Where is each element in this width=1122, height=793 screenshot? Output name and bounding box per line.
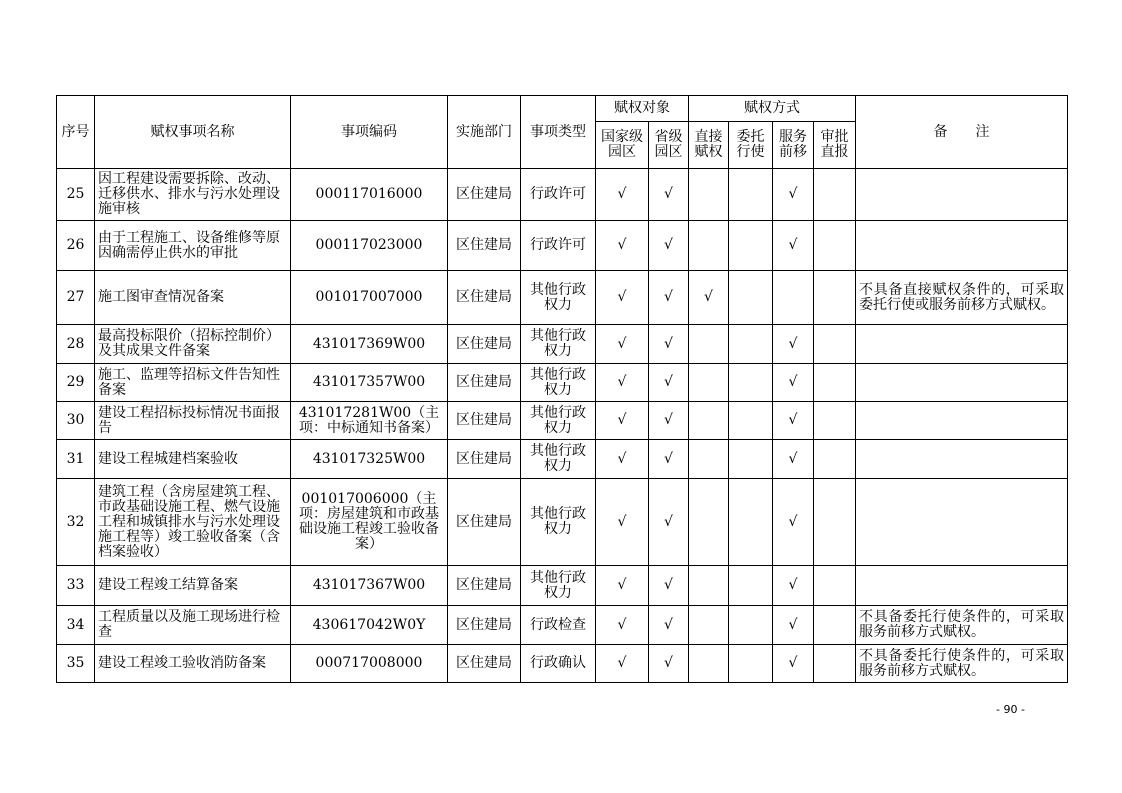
- row-seq: 34: [57, 606, 95, 645]
- row-remark: 不具备委托行使条件的，可采取服务前移方式赋权。: [856, 606, 1068, 645]
- header-method-service: 服务前移: [773, 122, 814, 169]
- row-dept: 区住建局: [448, 364, 521, 402]
- row-method-entrust: [729, 440, 773, 479]
- row-method-service: √: [773, 364, 814, 402]
- row-target-provincial: √: [649, 606, 689, 645]
- row-type: 其他行政权力: [521, 364, 596, 402]
- row-seq: 32: [57, 479, 95, 566]
- row-name: 最高投标限价（招标控制价）及其成果文件备案: [95, 325, 291, 364]
- row-target-national: √: [596, 325, 649, 364]
- row-name: 施工、监理等招标文件告知性备案: [95, 364, 291, 402]
- table-row: [57, 606, 1068, 645]
- row-target-provincial: √: [649, 645, 689, 683]
- row-seq: 35: [57, 645, 95, 683]
- row-method-direct: [689, 479, 729, 566]
- row-method-direct: [689, 169, 729, 221]
- row-code: 000717008000: [291, 645, 448, 683]
- row-dept: 区住建局: [448, 402, 521, 440]
- row-type: 行政确认: [521, 645, 596, 683]
- row-method-direct: [689, 364, 729, 402]
- row-target-national: √: [596, 606, 649, 645]
- header-method-report: 审批直报: [814, 122, 856, 169]
- table-row: [57, 325, 1068, 364]
- row-target-provincial: √: [649, 566, 689, 606]
- row-target-provincial: √: [649, 221, 689, 271]
- table-row: [57, 566, 1068, 606]
- row-name: 工程质量以及施工现场进行检查: [95, 606, 291, 645]
- row-name: 因工程建设需要拆除、改动、迁移供水、排水与污水处理设施审核: [95, 169, 291, 221]
- row-method-service: √: [773, 325, 814, 364]
- row-dept: 区住建局: [448, 221, 521, 271]
- row-name: 建设工程竣工结算备案: [95, 566, 291, 606]
- row-method-entrust: [729, 271, 773, 325]
- row-name: 建筑工程（含房屋建筑工程、市政基础设施工程、燃气设施工程和城镇排水与污水处理设施工程等）竣工验收备案（含档案验收）: [95, 479, 291, 566]
- row-dept: 区住建局: [448, 479, 521, 566]
- row-method-report: [814, 402, 856, 440]
- row-method-direct: [689, 440, 729, 479]
- row-code: 000117023000: [291, 221, 448, 271]
- row-code: 431017357W00: [291, 364, 448, 402]
- page-number: - 90 -: [996, 703, 1025, 716]
- row-dept: 区住建局: [448, 645, 521, 683]
- header-seq: 序号: [57, 96, 95, 169]
- row-type: 其他行政权力: [521, 402, 596, 440]
- row-dept: 区住建局: [448, 271, 521, 325]
- row-code: 001017007000: [291, 271, 448, 325]
- row-seq: 25: [57, 169, 95, 221]
- row-remark: [856, 169, 1068, 221]
- row-method-report: [814, 221, 856, 271]
- table-body: [57, 169, 1068, 683]
- row-method-report: [814, 364, 856, 402]
- row-type: 行政许可: [521, 169, 596, 221]
- header-target-group: 赋权对象: [596, 96, 689, 122]
- row-type: 其他行政权力: [521, 479, 596, 566]
- row-dept: 区住建局: [448, 440, 521, 479]
- row-method-service: √: [773, 479, 814, 566]
- row-seq: 30: [57, 402, 95, 440]
- header-code: 事项编码: [291, 96, 448, 169]
- row-target-provincial: √: [649, 325, 689, 364]
- row-method-direct: √: [689, 271, 729, 325]
- header-method-direct: 直接赋权: [689, 122, 729, 169]
- row-remark: [856, 479, 1068, 566]
- row-remark: 不具备委托行使条件的，可采取服务前移方式赋权。: [856, 645, 1068, 683]
- row-method-entrust: [729, 402, 773, 440]
- header-method-entrust: 委托行使: [729, 122, 773, 169]
- row-remark: [856, 325, 1068, 364]
- row-seq: 28: [57, 325, 95, 364]
- row-method-report: [814, 169, 856, 221]
- row-target-provincial: √: [649, 479, 689, 566]
- row-method-report: [814, 479, 856, 566]
- row-method-direct: [689, 606, 729, 645]
- row-method-direct: [689, 221, 729, 271]
- row-method-service: √: [773, 169, 814, 221]
- row-method-report: [814, 271, 856, 325]
- row-method-entrust: [729, 169, 773, 221]
- row-code: 430617042W0Y: [291, 606, 448, 645]
- row-target-provincial: √: [649, 440, 689, 479]
- row-remark: [856, 402, 1068, 440]
- row-type: 其他行政权力: [521, 566, 596, 606]
- row-seq: 29: [57, 364, 95, 402]
- row-code: 431017369W00: [291, 325, 448, 364]
- row-method-report: [814, 645, 856, 683]
- row-method-entrust: [729, 566, 773, 606]
- row-method-report: [814, 440, 856, 479]
- row-target-national: √: [596, 566, 649, 606]
- row-method-report: [814, 566, 856, 606]
- row-seq: 31: [57, 440, 95, 479]
- row-name: 建设工程城建档案验收: [95, 440, 291, 479]
- row-method-direct: [689, 402, 729, 440]
- row-method-direct: [689, 325, 729, 364]
- row-method-service: √: [773, 440, 814, 479]
- header-dept: 实施部门: [448, 96, 521, 169]
- row-method-service: √: [773, 402, 814, 440]
- row-target-provincial: √: [649, 271, 689, 325]
- row-target-national: √: [596, 645, 649, 683]
- row-target-national: √: [596, 440, 649, 479]
- row-code: 431017281W00（主项：中标通知书备案）: [291, 402, 448, 440]
- row-dept: 区住建局: [448, 325, 521, 364]
- row-target-national: √: [596, 402, 649, 440]
- row-method-entrust: [729, 364, 773, 402]
- table-row: [57, 169, 1068, 221]
- row-type: 其他行政权力: [521, 325, 596, 364]
- row-target-provincial: √: [649, 364, 689, 402]
- table-row: [57, 440, 1068, 479]
- row-type: 行政检查: [521, 606, 596, 645]
- row-dept: 区住建局: [448, 169, 521, 221]
- row-target-national: √: [596, 169, 649, 221]
- row-method-direct: [689, 566, 729, 606]
- row-method-entrust: [729, 645, 773, 683]
- row-method-service: [773, 271, 814, 325]
- row-remark: [856, 364, 1068, 402]
- row-dept: 区住建局: [448, 606, 521, 645]
- row-method-service: √: [773, 566, 814, 606]
- row-dept: 区住建局: [448, 566, 521, 606]
- row-code: 000117016000: [291, 169, 448, 221]
- row-name: 施工图审查情况备案: [95, 271, 291, 325]
- row-target-provincial: √: [649, 402, 689, 440]
- header-remark: 备 注: [856, 96, 1068, 169]
- authorization-table: [56, 95, 1068, 683]
- row-method-direct: [689, 645, 729, 683]
- row-target-national: √: [596, 271, 649, 325]
- row-type: 行政许可: [521, 221, 596, 271]
- row-target-national: √: [596, 221, 649, 271]
- row-method-report: [814, 606, 856, 645]
- header-type: 事项类型: [521, 96, 596, 169]
- header-target-national: 国家级园区: [596, 122, 649, 169]
- row-remark: [856, 566, 1068, 606]
- row-method-entrust: [729, 606, 773, 645]
- row-code: 431017325W00: [291, 440, 448, 479]
- row-seq: 27: [57, 271, 95, 325]
- row-seq: 33: [57, 566, 95, 606]
- row-remark: [856, 221, 1068, 271]
- row-target-national: √: [596, 364, 649, 402]
- row-name: 建设工程招标投标情况书面报告: [95, 402, 291, 440]
- row-method-report: [814, 325, 856, 364]
- table-row: [57, 364, 1068, 402]
- table-row: [57, 221, 1068, 271]
- header-name: 赋权事项名称: [95, 96, 291, 169]
- row-method-entrust: [729, 221, 773, 271]
- row-code: 001017006000（主项：房屋建筑和市政基础设施工程竣工验收备案）: [291, 479, 448, 566]
- row-method-service: √: [773, 645, 814, 683]
- row-name: 建设工程竣工验收消防备案: [95, 645, 291, 683]
- header-method-group: 赋权方式: [689, 96, 856, 122]
- header-target-provincial: 省级园区: [649, 122, 689, 169]
- row-method-service: √: [773, 606, 814, 645]
- row-code: 431017367W00: [291, 566, 448, 606]
- row-target-provincial: √: [649, 169, 689, 221]
- row-seq: 26: [57, 221, 95, 271]
- row-type: 其他行政权力: [521, 440, 596, 479]
- row-remark: 不具备直接赋权条件的，可采取委托行使或服务前移方式赋权。: [856, 271, 1068, 325]
- row-remark: [856, 440, 1068, 479]
- table-row: [57, 479, 1068, 566]
- table-row: [57, 645, 1068, 683]
- row-method-entrust: [729, 479, 773, 566]
- table-row: [57, 402, 1068, 440]
- row-target-national: √: [596, 479, 649, 566]
- table-row: [57, 271, 1068, 325]
- row-method-service: √: [773, 221, 814, 271]
- row-type: 其他行政权力: [521, 271, 596, 325]
- row-name: 由于工程施工、设备维修等原因确需停止供水的审批: [95, 221, 291, 271]
- row-method-entrust: [729, 325, 773, 364]
